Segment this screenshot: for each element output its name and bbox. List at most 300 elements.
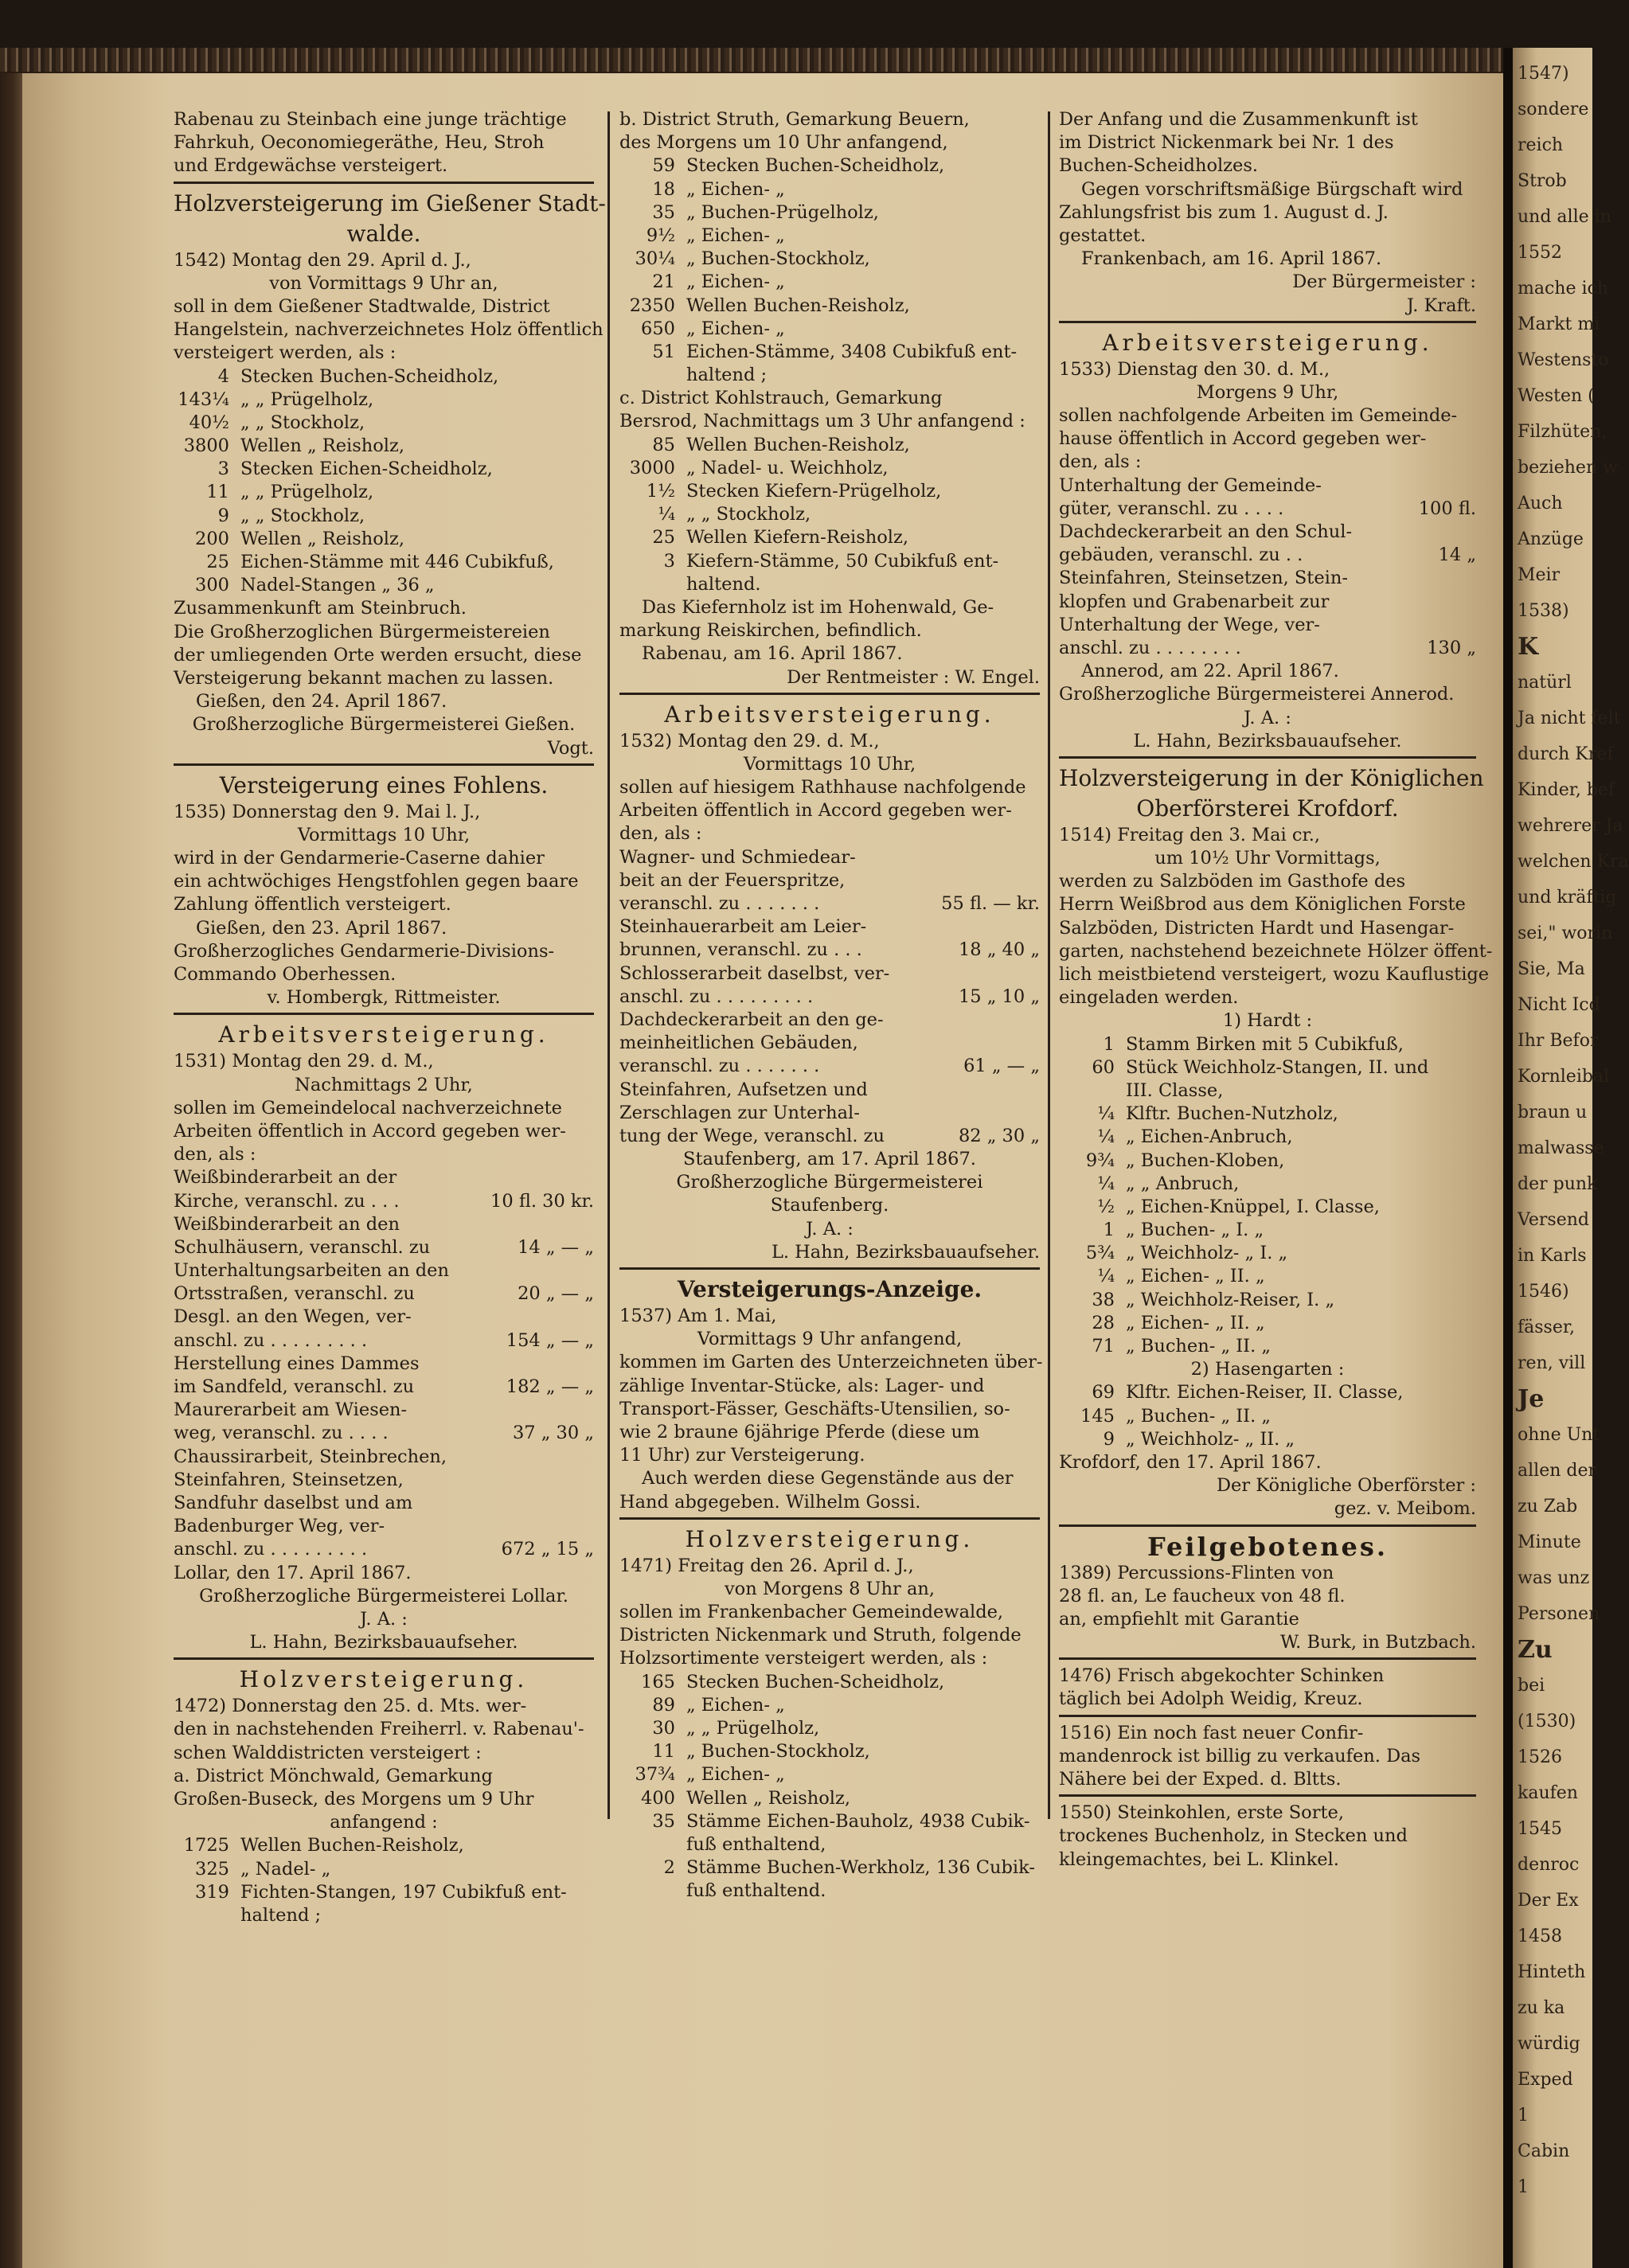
quantity [174,1904,240,1927]
ad-line: Großherzogliche Bürgermeisterei [676,1172,983,1193]
divider [1059,321,1476,323]
work-description: Unterhaltung der Wege, ver- [1059,614,1320,635]
price-row [1059,521,1476,544]
ad-line: schen Walddistricten versteigert : [174,1742,482,1763]
price-row [174,1492,594,1515]
ad-line: L. Hahn, Bezirksbauaufseher. [249,1632,518,1653]
work-description: Dachdeckerarbeit an den ge- [619,1009,884,1030]
divider [619,1517,1040,1520]
page-fragment: 1538) [1518,601,1569,621]
page-fragment: 1 [1518,2106,1529,2126]
work-description: Weißbinderarbeit an den [174,1213,400,1235]
page-fragment: in Karls [1518,1246,1587,1266]
quantity [619,573,686,596]
ad-heading: Arbeitsversteigerung. [664,701,995,728]
page-fragment: natürl [1518,673,1572,693]
ad-line: mandenrock ist billig zu verkaufen. Das [1059,1745,1421,1766]
item-description: „ Eichen- „ II. „ [1126,1312,1265,1333]
price [1349,614,1476,637]
book-spine [0,48,22,2268]
ad-line: Fahrkuh, Oeconomiegeräthe, Heu, Stroh [174,132,545,154]
page-fragment: K [1518,633,1539,661]
item-description: Wellen Kiefern-Reisholz, [686,527,909,548]
table-row [619,1671,1040,1694]
table-row [174,505,594,528]
quantity: 37¾ [635,1764,675,1786]
item-description: Stück Weichholz-Stangen, II. und [1126,1056,1429,1078]
price-row [619,846,1040,869]
table-row [619,1810,1040,1833]
quantity: 3000 [629,457,675,478]
ad-line: a. District Mönchwald, Gemarkung [174,1765,493,1786]
ad-line: den in nachstehenden Freiherrl. v. Rabenau'- [174,1719,584,1740]
page-fragment: 1546) [1518,1282,1569,1302]
table-row [619,1740,1040,1763]
ad-line: Salzböden, Districten Hardt und Hasengar- [1059,917,1455,939]
ad-line: Der Bürgermeister : [1292,271,1476,293]
ad-line: Staufenberg, am 17. April 1867. [683,1149,976,1170]
ad-line: Gegen vorschriftsmäßige Bürgschaft wird [1081,178,1463,200]
ad-line: b. District Struth, Gemarkung Beuern, [619,109,970,130]
table-row [619,1717,1040,1740]
ad-line: sollen nachfolgende Arbeiten im Gemeinde- [1059,405,1458,427]
ad-line: täglich bei Adolph Weidig, Kreuz. [1059,1688,1363,1710]
quantity: 4 [217,365,229,387]
ad-line: Annerod, am 22. April 1867. [1081,661,1339,682]
page-fragment: wehrerer Ja [1518,816,1623,836]
quantity: 71 [1092,1336,1115,1357]
work-description: im Sandfeld, veranschl. zu [174,1376,415,1397]
quantity: 40½ [189,412,229,433]
work-description: brunnen, veranschl. zu . . . [619,939,862,961]
table-row [619,434,1040,457]
work-description: gebäuden, veranschl. zu . . [1059,545,1303,566]
price [467,1492,594,1515]
quantity: 143¼ [178,388,229,410]
ad-line: 1) Hardt : [1222,1010,1313,1032]
item-description: fuß enthaltend, [686,1833,826,1855]
ad-line: Krofdorf, den 17. April 1867. [1059,1451,1322,1473]
work-description: güter, veranschl. zu . . . . [1059,498,1284,519]
table-row [1059,1405,1476,1428]
ad-heading: walde. [346,220,421,247]
page-fragment: sondere [1518,100,1589,119]
price-row [1059,591,1476,614]
quantity [1059,1079,1126,1103]
ad-line: sollen im Frankenbacher Gemeindewalde, [619,1602,1004,1623]
price [467,1259,594,1282]
table-row [1059,1079,1476,1103]
ad-line: Holzsortimente versteigert werden, als : [619,1648,988,1669]
table-row [174,458,594,481]
column-2 [619,108,1043,1903]
divider [1059,1794,1476,1797]
ad-line: 1472) Donnerstag den 25. d. Mts. wer- [174,1696,527,1717]
quantity: 5¾ [1085,1243,1115,1264]
table-row [619,526,1040,549]
ad-line: Districten Nickenmark und Struth, folgende [619,1625,1022,1646]
page-fragment: kaufen [1518,1783,1578,1803]
work-description: anschl. zu . . . . . . . . . [619,986,814,1007]
price [912,1079,1040,1102]
ad-1472 [174,1665,594,1927]
table-row [619,341,1040,364]
price: 10 fl. 30 kr. [490,1190,594,1212]
page-fragment: Personen [1518,1604,1600,1624]
price: 15 „ 10 „ [958,986,1040,1007]
quantity: 200 [195,528,229,549]
page-fragment: fässer, [1518,1317,1575,1337]
price-row [619,1009,1040,1032]
price [1349,591,1476,614]
table-row [174,365,594,388]
page-fragment: und alle in [1518,207,1611,227]
page-fragment: Sie, Ma [1518,959,1585,979]
quantity: ¼ [1097,1173,1115,1194]
item-description: Stecken Eichen-Scheidholz, [240,459,493,480]
work-description: Sandfuhr daselbst und am [174,1492,413,1513]
item-description: „ „ Prügelholz, [240,388,374,410]
table-row [1059,1196,1476,1219]
ad-line: Gießen, den 24. April 1867. [196,691,447,712]
quantity: 85 [652,434,675,455]
work-description: Wagner- und Schmiedear- [619,846,856,868]
ad-line: sollen im Gemeindelocal nachverzeichnete [174,1097,562,1118]
ad-line: L. Hahn, Bezirksbauaufseher. [1133,730,1402,751]
item-description: Stämme Buchen-Werkholz, 136 Cubik- [686,1857,1035,1879]
table-row [1059,1312,1476,1335]
ad-line: v. Hombergk, Rittmeister. [267,987,501,1009]
ad-line: 1514) Freitag den 3. Mai cr., [1059,824,1321,845]
classified-ad [1059,1722,1476,1792]
price: 61 „ — „ [963,1056,1040,1077]
page-fragment: was unz [1518,1568,1590,1588]
quantity: 325 [195,1858,229,1880]
ad-heading: Arbeitsversteigerung. [218,1021,549,1048]
quantity: 59 [652,155,675,177]
page-fragment: Je [1518,1385,1545,1413]
page-fragment: Anzüge [1518,529,1584,549]
table-row [619,1833,1040,1856]
work-description: Desgl. an den Wegen, ver- [174,1306,412,1328]
quantity: 1 [1103,1220,1115,1241]
quantity [619,1880,686,1903]
table-row [619,201,1040,224]
ad-line: J. A. : [806,1218,854,1239]
work-description: klopfen und Grabenarbeit zur [1059,591,1330,612]
quantity: 9½ [646,224,675,246]
page-fragment: allen der [1518,1461,1596,1481]
divider [1059,1524,1476,1527]
table-row [174,481,594,504]
quantity: 30¼ [635,248,675,270]
ad-line: 28 fl. an, Le faucheux von 48 fl. [1059,1585,1346,1606]
price [912,869,1040,892]
classified-ad [1059,1802,1476,1872]
ad-1531 [174,1020,594,1654]
page-fragment: Nicht Icd [1518,995,1600,1015]
ad-line: Zahlungsfrist bis zum 1. August d. J. [1059,201,1389,223]
page-fragment: zu Zab [1518,1497,1578,1517]
quantity: ¼ [658,504,675,525]
ad-1471-continued [1059,108,1476,318]
page-fragment: ren, vill [1518,1353,1586,1373]
ad-line: Rabenau, am 16. April 1867. [642,643,903,665]
item-description: „ Buchen- „ I. „ [1126,1220,1264,1241]
ad-line: kleingemachtes, bei L. Klinkel. [1059,1848,1339,1870]
price-row [174,1422,594,1445]
ad-line: von Vormittags 9 Uhr an, [269,272,498,294]
ad-1532 [619,700,1040,1264]
price-row [1059,474,1476,498]
column-divider-2 [1048,111,1050,1819]
page-fragment: 1547) [1518,64,1569,84]
quantity: 35 [652,1810,675,1832]
page-fragment: malwasse [1518,1138,1604,1158]
price [1349,567,1476,590]
item-description: „ Eichen- „ II. „ [1126,1266,1265,1287]
classifieds [1059,1532,1476,1872]
price-row [174,1376,594,1399]
price-row [174,1399,594,1422]
page-fragment: mache ich [1518,279,1609,299]
item-description: „ „ Anbruch, [1126,1173,1240,1194]
page-fragment: Strob [1518,171,1567,191]
ad-line: c. District Kohlstrauch, Gemarkung [619,388,943,409]
ad-1537 [619,1275,1043,1514]
price-row [619,1032,1040,1055]
item-description: Wellen „ Reisholz, [686,1787,851,1809]
table-row [619,573,1040,596]
page-fragment: Auch [1518,494,1563,513]
ad-line: sollen auf hiesigem Rathhause nachfolgende [619,777,1026,798]
ad-line: zählige Inventar-Stücke, als: Lager- und [619,1375,985,1396]
section-heading: Feilgebotenes. [1147,1531,1388,1562]
ad-heading: Arbeitsversteigerung. [1102,329,1433,356]
table-row [1059,1335,1476,1358]
work-description: beit an der Feuerspritze, [619,869,846,891]
item-description: „ Eichen- „ [686,178,785,200]
divider [174,763,594,766]
ad-1533 [1059,328,1476,753]
ad-line: den, als : [619,823,702,845]
quantity: 400 [641,1787,675,1809]
page-fragment: Cabin [1518,2141,1570,2161]
table-row [1059,1381,1476,1404]
ad-line: wird in der Gendarmerie-Caserne dahier [174,848,545,869]
ad-line: Staufenberg. [770,1195,889,1216]
divider [174,1013,594,1015]
table-row [619,224,1040,248]
quantity [619,1833,686,1856]
page-fragment: 1552 [1518,243,1562,263]
table-row [619,271,1040,294]
quantity: 35 [652,201,675,223]
table-row [174,528,594,551]
quantity: 69 [1092,1382,1115,1403]
price-row [174,1353,594,1376]
ad-line: J. Kraft. [1406,295,1476,316]
item-description: Klftr. Eichen-Reiser, II. Classe, [1126,1382,1404,1403]
item-description: „ Weichholz- „ II. „ [1126,1428,1295,1450]
work-description: anschl. zu . . . . . . . . . [174,1539,368,1560]
ad-line: kommen im Garten des Unterzeichneten über- [619,1352,1043,1373]
ad-line: Vormittags 10 Uhr, [743,753,916,775]
ad-line: gez. v. Meibom. [1334,1498,1476,1520]
work-description: meinheitlichen Gebäuden, [619,1033,858,1054]
divider [174,1657,594,1660]
table-row [619,318,1040,341]
item-description: „ „ Stockholz, [240,412,365,433]
table-row [174,1904,594,1927]
item-description: Kiefern-Stämme, 50 Cubikfuß ent- [686,550,999,572]
price [1352,521,1476,544]
ad-line: des Morgens um 10 Uhr anfangend, [619,132,948,154]
ad-line: Vormittags 9 Uhr anfangend, [697,1329,963,1350]
item-description: „ Buchen-Prügelholz, [686,201,879,223]
price-row [1059,614,1476,637]
table-row [174,551,594,574]
price: 100 fl. [1418,498,1476,519]
quantity: 650 [641,318,675,339]
item-description: haltend. [686,573,761,595]
price [1349,474,1476,498]
table-row [174,1881,594,1904]
divider [174,182,594,184]
page-fragment: zu ka [1518,1998,1565,2018]
item-description: Stecken Buchen-Scheidholz, [240,365,499,387]
column-1 [174,108,606,1927]
work-description: Herstellung eines Dammes [174,1353,420,1374]
page-fragment: Versend [1518,1210,1589,1230]
work-description: Zerschlagen zur Unterhal- [619,1102,860,1123]
price-row [174,1190,594,1213]
quantity: 300 [195,575,229,596]
ad-line: soll in dem Gießener Stadtwalde, District [174,295,550,317]
work-description: Schulhäusern, veranschl. zu [174,1236,431,1258]
ad-line: Arbeiten öffentlich in Accord gegeben wer- [619,800,1012,822]
work-description: Unterhaltungsarbeiten an den [174,1260,449,1282]
item-description: Stecken Buchen-Scheidholz, [686,1671,945,1692]
price [467,1469,594,1492]
table-row [619,364,1040,387]
item-description: „ Buchen-Kloben, [1126,1150,1285,1171]
quantity: 9¾ [1085,1150,1115,1171]
ad-line: 1550) Steinkohlen, erste Sorte, [1059,1802,1344,1824]
price-row [174,1213,594,1236]
page-fragment: Kornleibal [1518,1067,1610,1087]
ad-line: Auch werden diese Gegenstände aus der [642,1468,1014,1489]
price-row [174,1259,594,1282]
ad-line: Großherzogliche Bürgermeisterei Lollar. [199,1585,568,1606]
price [467,1515,594,1538]
price: 55 fl. — kr. [941,893,1040,914]
ad-line: Buchen-Scheidholzes. [1059,155,1259,177]
item-description: „ Eichen- „ [686,1764,785,1786]
item-description: haltend ; [240,1904,322,1926]
ad-line: Vormittags 10 Uhr, [297,824,471,845]
ad-1472-continued [619,108,1040,689]
price-row [619,915,1040,939]
table-row [619,550,1040,573]
quantity: ¼ [1097,1266,1115,1287]
quantity: 3800 [183,435,229,457]
classified-ad [1059,1665,1476,1711]
item-description: Klftr. Buchen-Nutzholz, [1126,1103,1338,1125]
work-description: Unterhaltung der Gemeinde- [1059,474,1322,496]
page-fragment: der punk [1518,1174,1598,1194]
item-description: Eichen-Stämme, 3408 Cubikfuß ent- [686,341,1018,362]
work-description: tung der Wege, veranschl. zu [619,1125,885,1146]
ad-line: und Erdgewächse versteigert. [174,155,448,177]
item-description: III. Classe, [1126,1079,1224,1101]
table-row [1059,1126,1476,1149]
item-description: Wellen „ Reisholz, [240,435,405,457]
quantity: 145 [1080,1405,1115,1427]
ad-line: lich meistbietend versteigert, wozu Kauflustige [1059,964,1490,985]
table-row [1059,1103,1476,1126]
item-description: „ Buchen- „ II. „ [1126,1336,1272,1357]
work-description: weg, veranschl. zu . . . . [174,1423,389,1444]
divider [1059,1715,1476,1717]
ad-line: Frankenbach, am 16. April 1867. [1081,248,1382,270]
price [467,1446,594,1469]
divider [619,693,1040,695]
page-fragment: reich [1518,135,1564,155]
ad-line: anfangend : [330,1812,438,1833]
item-description: „ Eichen- „ [686,1694,785,1716]
page-fragment: und kräftig [1518,888,1617,908]
price-row [619,892,1040,915]
work-description: Schlosserarbeit daselbst, ver- [619,962,890,984]
price-row [174,1166,594,1189]
work-description: anschl. zu . . . . . . . . [1059,637,1241,658]
table-row [1059,1289,1476,1312]
page-fragment: denroc [1518,1855,1580,1875]
work-description: Steinhauerarbeit am Leier- [619,916,867,938]
table-row [619,503,1040,526]
ad-line: Hand abgegeben. Wilhelm Gossi. [619,1491,921,1513]
price-row [174,1515,594,1538]
page-fragment: Markt mi [1518,314,1600,334]
ad-line: Das Kiefernholz ist im Hohenwald, Ge- [642,596,994,618]
item-description: Wellen Buchen-Reisholz, [686,295,910,316]
ad-line: wie 2 braune 6jährige Pferde (diese um [619,1421,980,1442]
price-row [619,1102,1040,1125]
ad-heading: Holzversteigerung. [239,1666,529,1693]
ad-line: Zusammenkunft am Steinbruch. [174,598,467,619]
quantity: 1½ [646,481,675,502]
ad-line: Großherzogliche Bürgermeisterei Gießen. [192,714,576,736]
item-description: „ Eichen- „ [686,224,785,246]
price-row [174,1236,594,1259]
price [912,1032,1040,1055]
table-row [619,154,1040,178]
ad-line: 1535) Donnerstag den 9. Mai l. J., [174,801,481,822]
item-description: „ Eichen-Knüppel, I. Classe, [1126,1196,1380,1217]
page-fragment: (1530) [1518,1712,1576,1731]
ad-heading: Versteigerung eines Fohlens. [219,771,549,798]
price-row [619,986,1040,1009]
item-description: Wellen „ Reisholz, [240,528,405,549]
price-row [1059,544,1476,567]
page-fragment: Westensto [1518,350,1609,370]
item-description: „ „ Stockholz, [240,505,365,526]
item-description: „ Weichholz- „ I. „ [1126,1243,1288,1264]
page-fragment: Hinteth [1518,1962,1586,1982]
quantity: 165 [641,1671,675,1692]
ad-line: ein achtwöchiges Hengstfohlen gegen baare [174,871,579,892]
